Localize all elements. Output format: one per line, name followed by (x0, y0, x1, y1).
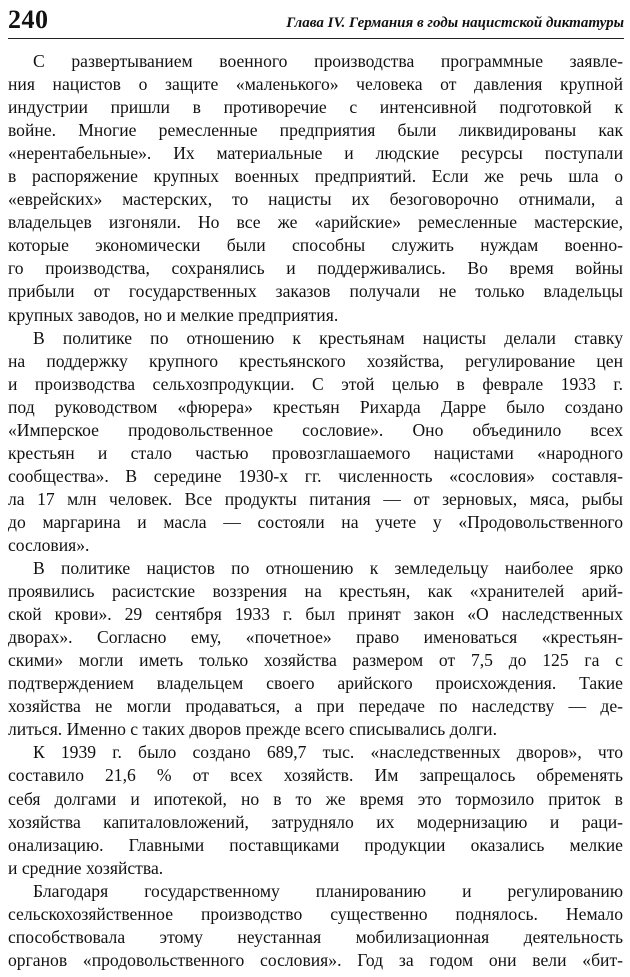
text-line: литься. Именно с таких дворов прежде всего списывались долги. (8, 719, 497, 740)
text-line: в распоряжение крупных военных предприятий. Если же речь шла о (8, 166, 623, 187)
text-line: и средние хозяйства. (8, 857, 164, 878)
text-line: В политике нацистов по отношению к земледельцу наиболее ярко (33, 558, 623, 579)
body-text (8, 50, 623, 972)
text-line: Благодаря государственному планированию и регулированию (33, 880, 623, 901)
text-line: С развертыванием военного производства программные заявле- (33, 51, 623, 71)
text-line: «еврейских» мастерских, то нацисты их безоговорочно отнимали, а (8, 189, 623, 210)
text-line: К 1939 г. было создано 689,7 тыс. «наследственных дворов», что (33, 742, 623, 763)
paragraph-5 (8, 880, 623, 972)
text-line: го производства, сохранялись и поддерживались. Во время войны (8, 258, 623, 279)
text-line: на поддержку крупного крестьянского хозяйства, регулирование цен (8, 350, 623, 371)
text-line: В политике по отношению к крестьянам нацисты делали ставку (33, 327, 623, 348)
page-header (8, 4, 624, 39)
text-line: составило 21,6 % от всех хозяйств. Им запрещалось обременять (8, 765, 623, 786)
text-line: себя долгами и ипотекой, но в то же время это тормозило приток в (8, 788, 623, 809)
text-line: хозяйства капиталовложений, затрудняло их модернизацию и раци- (8, 811, 623, 832)
text-line: способствовала этому неустанная мобилизационная деятельность (8, 926, 623, 947)
running-title: Глава IV. Германия в годы нацистской диктатуры (286, 15, 624, 31)
text-line: индустрии пришли в противоречие с интенсивной подготовкой к (8, 97, 623, 118)
text-line: «нерентабельные». Их материальные и людские ресурсы поступали (8, 143, 623, 164)
text-line: владельцев изгоняли. Но все же «арийские» ремесленные мастерские, (8, 212, 623, 233)
text-line: подтверждением владельцем своего арийского происхождения. Такие (8, 673, 623, 694)
paragraph-1 (8, 50, 623, 327)
text-line: сельскохозяйственное производство существенно поднялось. Немало (8, 903, 623, 924)
text-line: хозяйства не могли продаваться, а при передаче по наследству — де- (8, 696, 623, 717)
text-line: ской крови». 29 сентября 1933 г. был принят закон «О наследственных (8, 604, 623, 625)
text-line: ния нацистов о защите «маленького» человека от давления крупной (8, 74, 623, 95)
text-line: крупных заводов, но и мелкие предприятия. (8, 304, 339, 325)
paragraph-2 (8, 327, 623, 557)
page-number: 240 (8, 5, 49, 34)
paragraph-3 (8, 557, 623, 741)
text-line: прибыли от государственных заказов получали не только владельцы (8, 281, 623, 302)
text-line: «Имперское продовольственное сословие». Оно объединило всех (8, 419, 623, 440)
text-line: войне. Многие ремесленные предприятия были ликвидированы как (8, 120, 623, 141)
text-line: под руководством «фюрера» крестьян Рихарда Дарре было создано (8, 396, 623, 417)
text-line: органов «продовольственного сословия». Год за годом они вели «бит- (8, 949, 623, 970)
text-line: онализацию. Главными поставщиками продукции оказались мелкие (8, 834, 623, 855)
text-line: и производства сельхозпродукции. С этой целью в феврале 1933 г. (8, 373, 623, 394)
text-line: сословия». (8, 534, 90, 555)
text-line: дворах». Согласно ему, «почетное» право именоваться «крестьян- (8, 627, 623, 648)
text-line: проявились расистские воззрения на крестьян, как «хранителей арий- (8, 581, 623, 602)
text-line: ла 17 млн человек. Все продукты питания — от зерновых, мяса, рыбы (8, 488, 623, 509)
text-line: крестьян и стало частью провозглашаемого нацистами «народного (8, 442, 623, 463)
text-line: сообщества». В середине 1930-х гг. численность «сословия» составля- (8, 465, 623, 486)
text-line: до маргарина и масла — состояли на учете у «Продовольственного (8, 511, 623, 532)
text-line: скими» могли иметь только хозяйства размером от 7,5 до 125 га с (8, 650, 623, 671)
paragraph-4 (8, 741, 623, 879)
text-line: которые экономически были способны служить нуждам военно- (8, 235, 623, 256)
